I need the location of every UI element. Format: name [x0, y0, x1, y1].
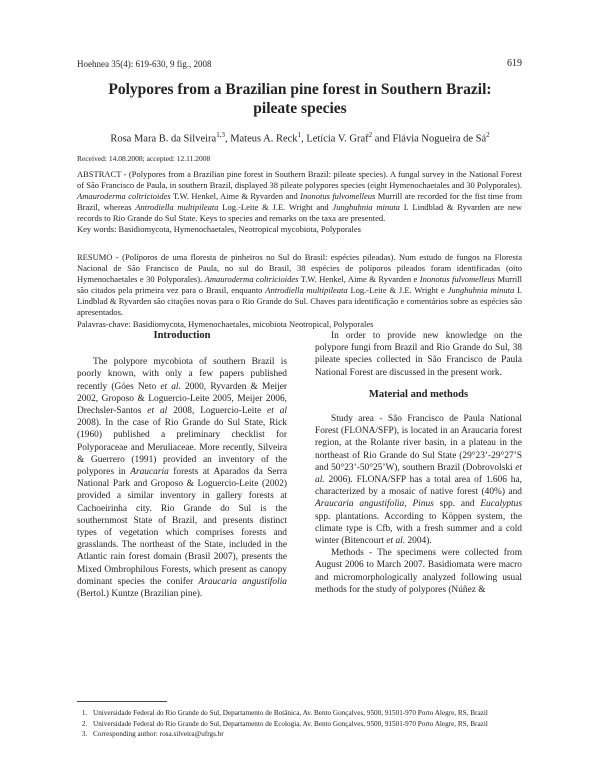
methods-paragraph-1: Study area - São Francisco de Paula National Forest (FLONA/SFP), is located in an Araucaria forest region, at the Rolante river basin, in a plateau in the northeast of Rio Grande do Sul State (29°23’-29°27’S and 50°23’-50°25’W), southern Brazil (Dobrovolski et al. 2006). FLONA/SFP has a total area of 1.606 ha, characterized by a mosaic of native forest (40%) and Araucaria angustifolia, Pinus spp. and Eucalyptus spp. plantations. According to Köppen system, the climate type is Cfb, with a fresh summer and a cold winter (Bitencourt et al. 2004). [315, 414, 522, 547]
footnote-rule [77, 701, 167, 702]
author-1-affil: 1,3 [216, 131, 225, 139]
author-2-affil: 1 [297, 131, 302, 139]
methods-paragraph-2: Methods - The specimens were collected from August 2006 to March 2007. Basidiomata were macro and micromorphologically analyzed following usual methods for the study of polypores (Núñez & [315, 548, 522, 595]
author-2: Mateus A. Reck [230, 133, 298, 145]
author-1: Rosa Mara B. da Silveira [110, 133, 217, 145]
resumo-keywords: Palavras-chave: Basidiomycota, Hymenochaetales, micobiota Neotropical, Polyporales [77, 318, 374, 329]
footnote-2: 2. Universidade Federal do Rio Grande do Sul, Departamento de Ecologia, Av. Bento Gonçalves, 9500, 91501-970 Porto Alegre, RS, Brazil [89, 719, 522, 730]
author-3-affil: 2 [368, 131, 373, 139]
footnote-1: 1. Universidade Federal do Rio Grande do Sul, Departamento de Botânica, Av. Bento Gonçalves, 9500, 91501-970 Porto Alegre, RS, Brazil [89, 708, 522, 719]
left-column [77, 330, 287, 600]
author-4-affil: 2 [486, 131, 490, 139]
author-4: Flávia Nogueira de Sá [392, 133, 487, 145]
received-dates: Received: 14.08.2008; accepted: 12.11.2008 [77, 154, 211, 163]
title-line-2: pileate species [253, 100, 347, 117]
running-header [77, 55, 522, 69]
right-column [315, 330, 522, 596]
introduction-paragraph-1: The polypore mycobiota of southern Brazil is poorly known, with only a few papers published recently (Góes Neto et al. 2000, Ryvarden & Meijer 2002, Groposo & Loguercio-Leite 2005, Meijer 2006, Drechsler-Santos et al 2008, Loguercio-Leite et al 2008). In the case of Rio Grande do Sul State, Rick (1960) published a preliminary checklist for Polyporaceae and Meruliaceae. More recently, Silveira & Guerrero (1991) provided an inventory of the polypores in Araucaria forests at Aparados da Serra National Park and Groposo & Loguercio-Leite (2002) provided a similar inventory in gallery forests at Cachoeirinha city. Rio Grande do Sul is the southernmost State of Brazil, and presents distinct types of vegetation which comprises forests and grasslands. The northeast of the State, included in the Atlantic rain forest domain (Brasil 2007), presents the Mixed Ombrophilous Forests, which present as canopy dominant species the conifer Araucaria angustifolia (Bertol.) Kuntze (Brazilian pine). [77, 357, 288, 600]
paper-title [60, 80, 540, 118]
introduction-heading: Introduction [153, 330, 211, 341]
title-line-1: Polypores from a Brazilian pine forest in Southern Brazil: [108, 81, 492, 98]
footnote-3: 3. Corresponding author: rosa.silveira@ufrgs.br [89, 729, 522, 740]
journal-citation: Hoehnea 35(4): 619-630, 9 fig., 2008 [77, 59, 212, 69]
introduction-paragraph-2: In order to provide new knowledge on the polypore fungi from Brazil and Rio Grande do Sul, 38 pileate species collected in São Francisco de Paula National Forest are discussed in the present work. [315, 331, 522, 378]
page-number: 619 [507, 58, 522, 69]
methods-heading: Material and methods [368, 388, 469, 400]
resumo-text: RESUMO - (Políporos de uma floresta de pinheiros no Sul do Brasil: espécies pileadas). Num estudo de fungos na Floresta Nacional de São Francisco de Paula, no sul do Brasil, 38 espécies de políporos pileados foram identificadas (oito Hymenochaetales e 30 Polyporales). Amauroderma coltricioides T.W. Henkel, Aime & Ryvarden e Inonotus fulvomelleus Murrill são citados pela primeira vez para o Brasil, enquanto Antrodiella multipileata Log.-Leite & J.E. Wright e Junghuhnia minuta I. Lindblad & Ryvarden são citações novas para o Rio Grande do Sul. Chaves para identificação e comentários sobre as espécies são apresentados. [77, 252, 523, 318]
footnotes [77, 708, 522, 740]
author-3: Letícia V. Graf [306, 133, 369, 145]
abstract-keywords: Key words: Basidiomycota, Hymenochaetales, Neotropical mycobiota, Polyporales [77, 224, 361, 235]
author-list: Rosa Mara B. da Silveira$^{1,3}$, Mateus A. Reck$^1$, Letícia V. Graf$^2$ and Flávia Nogueira de $Sá^2$ [110, 131, 490, 145]
abstract-text: ABSTRACT - (Polypores from a Brazilian pine forest in Southern Brazil: pileate species). A fungal survey in the National Forest of São Francisco de Paula, in southern Brazil, displayed 38 pileate polypores species (eight Hymenochaetales and 30 Polyporales). Amauroderma coltricioides T.W. Henkel, Aime & Ryvarden and Inonotus fulvomelleus Murrill are recorded for the fist time from Brazil, whereas Antrodiella multipileata Log.-Leite & J.E. Wright and Junghuhnia minuta I. Lindblad & Ryvarden are new records to Rio Grande do Sul State. Keys to species and remarks on the taxa are presented. [77, 169, 523, 224]
resumo [77, 252, 522, 330]
abstract [77, 169, 522, 236]
